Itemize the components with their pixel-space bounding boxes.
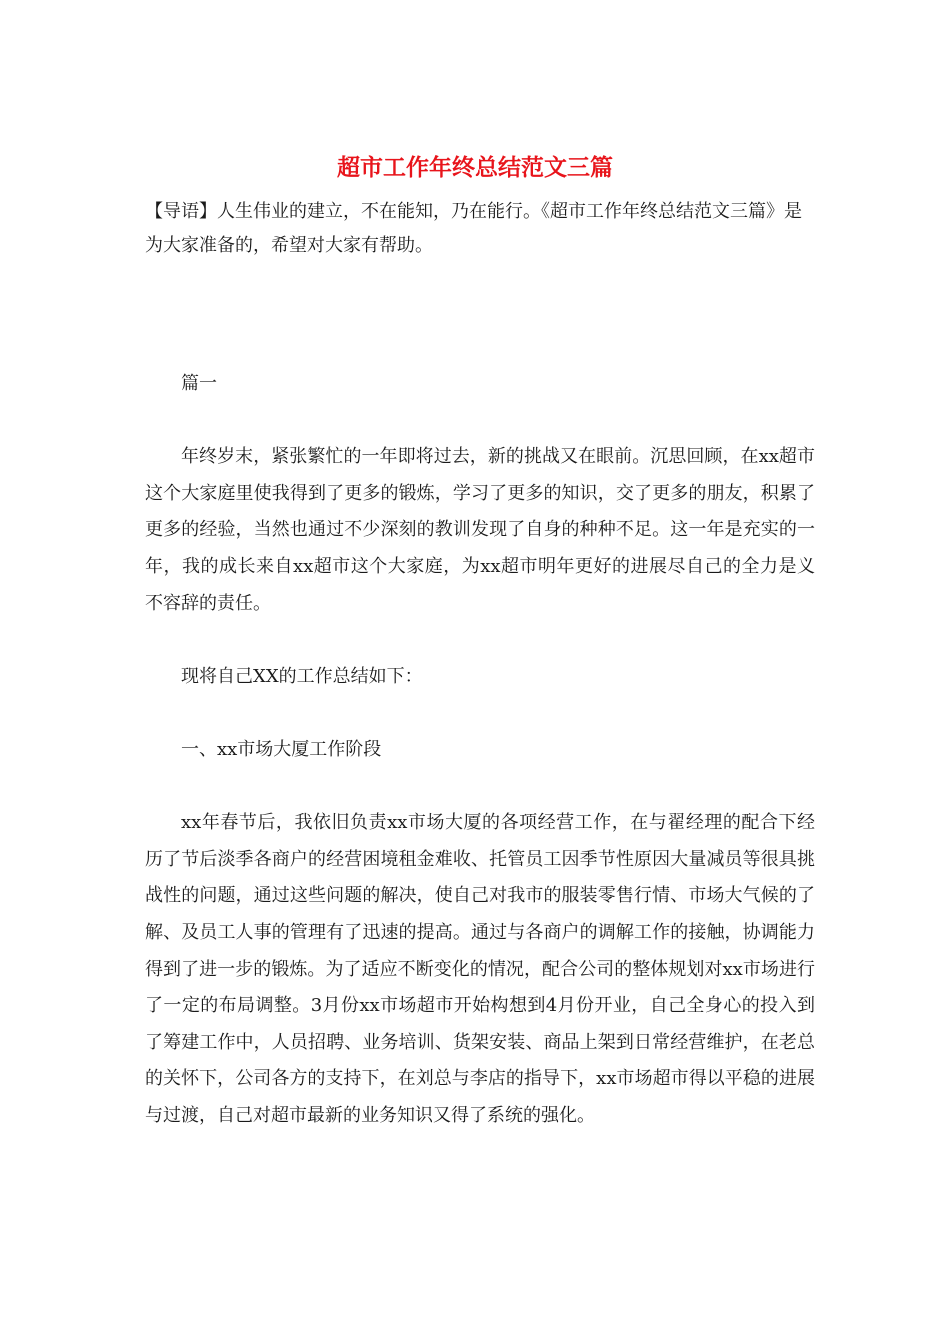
intro-paragraph: 【导语】人生伟业的建立，不在能知，乃在能行。《超市工作年终总结范文三篇》是为大家准备的，希望对大家有帮助。 (145, 201, 802, 256)
document-title: 超市工作年终总结范文三篇 (337, 154, 613, 181)
body-paragraph: 现将自己XX的工作总结如下： (181, 665, 423, 687)
body-paragraph: 年终岁末，紧张繁忙的一年即将过去，新的挑战又在眼前。沉思回顾，在xx超市这个大家庭里使我得到了更多的锻炼，学习了更多的知识，交了更多的朋友，积累了更多的经验，当然也通过不少深刻的教训发现了自身的种种不足。这一年是充实的一年，我的成长来自xx超市这个大家庭，为xx超市明年更好的进展尽自己的全力是义不容辞的责任。 (145, 446, 815, 614)
subsection-heading: 一、xx市场大厦工作阶段 (181, 738, 382, 760)
document-body (145, 366, 815, 1134)
section-heading: 篇一 (181, 373, 217, 394)
body-paragraph: xx年春节后，我依旧负责xx市场大厦的各项经营工作，在与翟经理的配合下经历了节后淡季各商户的经营困境租金难收、托管员工因季节性原因大量减员等很具挑战性的问题，通过这些问题的解决，使自己对我市的服装零售行情、市场大气候的了解、及员工人事的管理有了迅速的提高。通过与各商户的调解工作的接触，协调能力得到了进一步的锻炼。为了适应不断变化的情况，配合公司的整体规划对xx市场进行了一定的布局调整。3月份xx市场超市开始构想到4月份开业，自己全身心的投入到了筹建工作中，人员招聘、业务培训、货架安装、商品上架到日常经营维护，在老总的关怀下，公司各方的支持下，在刘总与李店的指导下，xx市场超市得以平稳的进展与过渡，自己对超市最新的业务知识又得了系统的强化。 (145, 812, 815, 1126)
